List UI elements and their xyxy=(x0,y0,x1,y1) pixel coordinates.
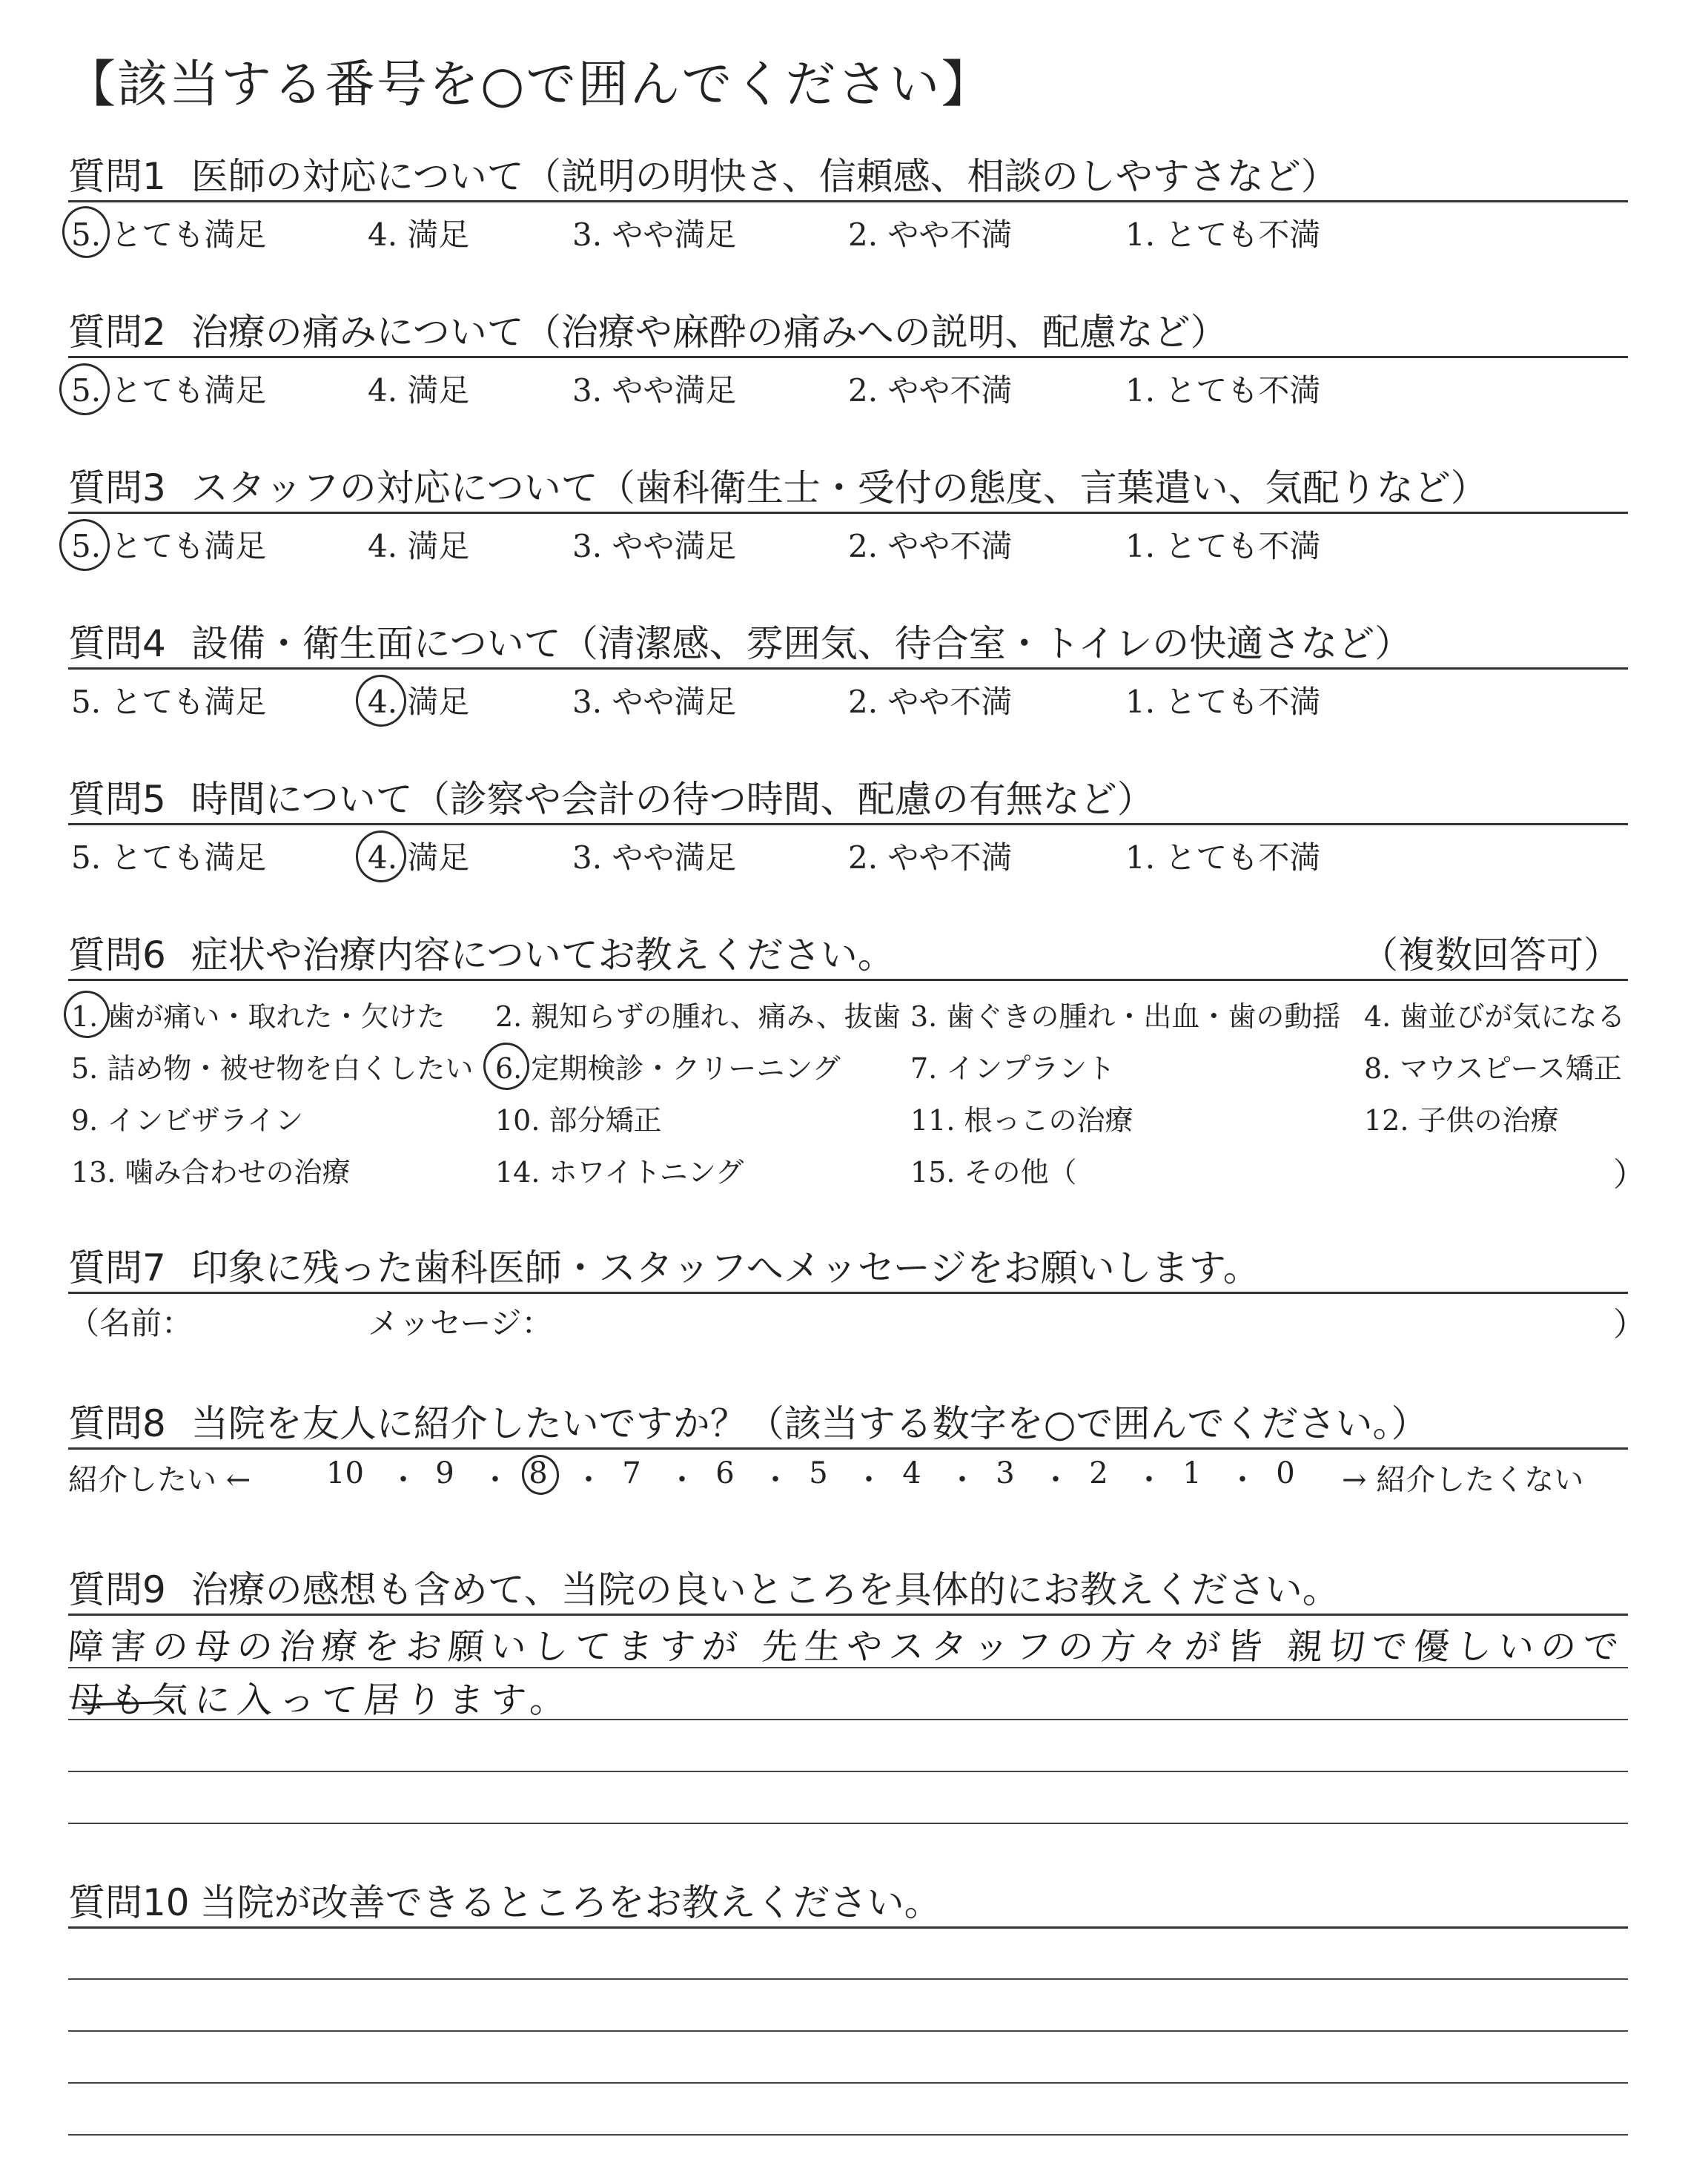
question-6-number: 質問6 xyxy=(68,934,166,977)
q9-answer-rule xyxy=(68,1667,1628,1668)
question-3-rule xyxy=(68,512,1628,514)
q2-option-4[interactable]: 4. 満足 xyxy=(368,372,470,409)
q4-option-2[interactable]: 2. やや不満 xyxy=(848,684,1013,720)
q3-option-4[interactable]: 4. 満足 xyxy=(368,528,470,564)
question-8-rule xyxy=(68,1447,1628,1450)
question-2-number: 質問2 xyxy=(68,311,166,354)
q10-answer-rule xyxy=(68,2030,1628,2032)
q5-option-1[interactable]: 1. とても不満 xyxy=(1125,839,1321,876)
q6-other-close-paren: ） xyxy=(1613,1156,1646,1194)
q8-scale-0[interactable]: 0 xyxy=(1276,1456,1295,1490)
question-5-title xyxy=(68,770,1154,823)
question-4-number: 質問4 xyxy=(68,622,166,665)
q6-option-15[interactable]: 15. その他（ xyxy=(910,1156,1077,1189)
q6-option-12[interactable]: 12. 子供の治療 xyxy=(1364,1104,1559,1137)
question-2-title xyxy=(68,303,1228,356)
q8-separator: ・ xyxy=(1041,1463,1070,1497)
q7-name-label: （名前： xyxy=(68,1305,193,1341)
question-1-rule xyxy=(68,200,1628,202)
question-4-title xyxy=(68,614,1411,667)
q1-option-5[interactable]: 5. とても満足 xyxy=(71,217,267,253)
q7-close-paren: ） xyxy=(1613,1306,1646,1344)
q8-separator: ・ xyxy=(947,1463,977,1497)
q2-option-3[interactable]: 3. やや満足 xyxy=(572,372,737,409)
q8-scale-8[interactable]: 8 xyxy=(529,1456,548,1490)
q1-option-2[interactable]: 2. やや不満 xyxy=(848,217,1013,253)
question-6-rule xyxy=(68,979,1628,981)
q2-option-2[interactable]: 2. やや不満 xyxy=(848,372,1013,409)
q10-answer-rule xyxy=(68,2134,1628,2136)
q9-answer-line-2: 母も気に入って居ります。 xyxy=(66,1680,574,1721)
q3-option-1[interactable]: 1. とても不満 xyxy=(1125,528,1321,564)
question-7-number: 質問7 xyxy=(68,1246,166,1289)
question-4-text: 設備・衛生面について（清潔感、雰囲気、待合室・トイレの快適さなど） xyxy=(191,622,1412,665)
q1-option-3[interactable]: 3. やや満足 xyxy=(572,217,737,253)
q9-answer-line-1: 障害の母の治療をお願いしてますが 先生やスタッフの方々が皆 親切で優しいので xyxy=(66,1626,1627,1668)
question-7-rule xyxy=(68,1292,1628,1294)
question-2-rule xyxy=(68,356,1628,358)
q6-option-2[interactable]: 2. 親知らずの腫れ、痛み、抜歯 xyxy=(495,1000,901,1033)
q6-option-3[interactable]: 3. 歯ぐきの腫れ・出血・歯の動揺 xyxy=(910,1000,1341,1033)
question-6-title xyxy=(68,925,895,979)
question-1-text: 医師の対応について（説明の明快さ、信頼感、相談のしやすさなど） xyxy=(191,155,1338,198)
question-3-text: スタッフの対応について（歯科衛生士・受付の態度、言葉遣い、気配りなど） xyxy=(191,466,1488,509)
q6-option-10[interactable]: 10. 部分矯正 xyxy=(495,1104,662,1137)
q4-option-1[interactable]: 1. とても不満 xyxy=(1125,684,1321,720)
question-8-title xyxy=(68,1394,1428,1447)
question-8-number: 質問8 xyxy=(68,1402,166,1445)
q10-answer-rule xyxy=(68,2082,1628,2084)
question-10-rule xyxy=(68,1926,1628,1929)
page-title: 【該当する番号を○で囲んでください】 xyxy=(65,56,993,114)
q8-separator: ・ xyxy=(1228,1463,1257,1497)
question-5-rule xyxy=(68,823,1628,825)
q8-left-label: 紹介したい ← xyxy=(68,1463,251,1497)
question-1-title xyxy=(68,147,1338,200)
question-7-title xyxy=(68,1238,1260,1292)
question-9-rule xyxy=(68,1614,1628,1616)
q6-option-9[interactable]: 9. インビザライン xyxy=(71,1104,304,1137)
question-5-text: 時間について（診察や会計の待つ時間、配慮の有無など） xyxy=(191,778,1154,821)
q1-option-4[interactable]: 4. 満足 xyxy=(368,217,470,253)
q5-option-2[interactable]: 2. やや不満 xyxy=(848,839,1013,876)
question-6-text: 症状や治療内容についてお教えください。 xyxy=(191,934,895,977)
q6-option-5[interactable]: 5. 詰め物・被せ物を白くしたい xyxy=(71,1052,474,1085)
q8-scale-4[interactable]: 4 xyxy=(902,1456,921,1490)
q8-scale-5[interactable]: 5 xyxy=(809,1456,828,1490)
question-9-text: 治療の感想も含めて、当院の良いところを具体的にお教えください。 xyxy=(191,1568,1340,1611)
q1-option-1[interactable]: 1. とても不満 xyxy=(1125,217,1321,253)
question-10-text: 当院が改善できるところをお教えください。 xyxy=(199,1881,941,1924)
q6-option-13[interactable]: 13. 噛み合わせの治療 xyxy=(71,1156,351,1189)
q8-separator: ・ xyxy=(667,1463,697,1497)
q8-scale-1[interactable]: 1 xyxy=(1182,1456,1202,1490)
question-10-title xyxy=(68,1873,941,1926)
q8-separator: ・ xyxy=(388,1463,418,1497)
question-3-number: 質問3 xyxy=(68,466,166,509)
question-5-number: 質問5 xyxy=(68,778,166,821)
question-3-title xyxy=(68,458,1488,512)
q5-option-3[interactable]: 3. やや満足 xyxy=(572,839,737,876)
q8-separator: ・ xyxy=(574,1463,603,1497)
question-8-text: 当院を友人に紹介したいですか？（該当する数字を○で囲んでください。） xyxy=(191,1402,1429,1445)
q8-scale-2[interactable]: 2 xyxy=(1089,1456,1108,1490)
q4-option-4[interactable]: 4. 満足 xyxy=(368,684,470,720)
q7-message-label: メッセージ： xyxy=(368,1305,553,1341)
multiple-answers-note: （複数回答可） xyxy=(1361,934,1621,977)
q3-option-2[interactable]: 2. やや不満 xyxy=(848,528,1013,564)
q6-option-1[interactable]: 1. 歯が痛い・取れた・欠けた xyxy=(71,1000,446,1033)
q8-right-label: → 紹介したくない xyxy=(1342,1463,1584,1497)
q8-scale-9[interactable]: 9 xyxy=(435,1456,454,1490)
q6-option-14[interactable]: 14. ホワイトニング xyxy=(495,1156,744,1189)
q6-option-11[interactable]: 11. 根っこの治療 xyxy=(910,1104,1133,1137)
q8-separator: ・ xyxy=(761,1463,790,1497)
question-7-text: 印象に残った歯科医師・スタッフへメッセージをお願いします。 xyxy=(191,1246,1260,1289)
q8-separator: ・ xyxy=(1134,1463,1164,1497)
q4-option-5[interactable]: 5. とても満足 xyxy=(71,684,267,720)
question-4-rule xyxy=(68,667,1628,670)
q3-option-3[interactable]: 3. やや満足 xyxy=(572,528,737,564)
q9-answer-rule xyxy=(68,1719,1628,1720)
question-9-number: 質問9 xyxy=(68,1568,166,1611)
question-2-text: 治療の痛みについて（治療や麻酔の痛みへの説明、配慮など） xyxy=(191,311,1228,354)
q2-option-5[interactable]: 5. とても満足 xyxy=(71,372,267,409)
q3-option-5[interactable]: 5. とても満足 xyxy=(71,528,267,564)
q9-answer-rule xyxy=(68,1823,1628,1824)
question-10-number: 質問10 xyxy=(68,1881,190,1924)
q8-separator: ・ xyxy=(854,1463,884,1497)
q8-scale-10[interactable]: 10 xyxy=(326,1456,364,1490)
q6-option-6[interactable]: 6. 定期検診・クリーニング xyxy=(495,1052,841,1085)
q8-scale-3[interactable]: 3 xyxy=(996,1456,1015,1490)
q9-answer-rule xyxy=(68,1771,1628,1772)
q8-scale-7[interactable]: 7 xyxy=(622,1456,641,1490)
q6-option-7[interactable]: 7. インプラント xyxy=(910,1052,1116,1085)
q8-separator: ・ xyxy=(480,1463,510,1497)
question-1-number: 質問1 xyxy=(68,155,166,198)
q4-option-3[interactable]: 3. やや満足 xyxy=(572,684,737,720)
q10-answer-rule xyxy=(68,1978,1628,1980)
q2-option-1[interactable]: 1. とても不満 xyxy=(1125,372,1321,409)
q5-option-5[interactable]: 5. とても満足 xyxy=(71,839,267,876)
q6-option-4[interactable]: 4. 歯並びが気になる xyxy=(1364,1000,1626,1033)
question-9-title xyxy=(68,1560,1340,1614)
q6-option-8[interactable]: 8. マウスピース矯正 xyxy=(1364,1052,1622,1085)
q8-scale-6[interactable]: 6 xyxy=(715,1456,735,1490)
q5-option-4[interactable]: 4. 満足 xyxy=(368,839,470,876)
